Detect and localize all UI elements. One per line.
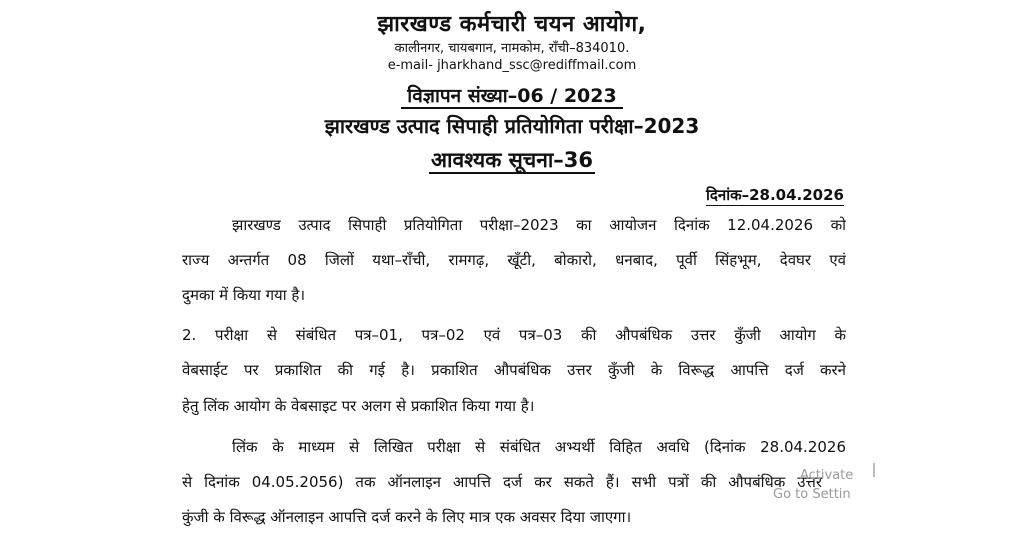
body-line-8: से दिनांक 04.05.2056) तक ऑनलाइन आपत्ति दर्ज कर सकते हैं। सभी पत्रों की औपबंधिक उत्तर [182,473,822,491]
organization-name: झारखण्ड कर्मचारी चयन आयोग, [377,12,647,37]
settings-watermark: Go to Settin [773,487,851,502]
notice-title [0,146,1024,174]
notice-title-text: आवश्यक सूचना–36 [430,148,594,172]
edge-mark [873,463,875,477]
exam-title: झारखण्ड उत्पाद सिपाही प्रतियोगिता परीक्षा–2023 [324,114,700,138]
organization-address: कालीनगर, चायबगान, नामकोम, राँची–834010. [394,41,630,56]
advertisement-number [0,82,1024,108]
body-line-9: कुंजी के विरूद्ध ऑनलाइन आपत्ति दर्ज करने के लिए मात्र एक अवसर दिया जाएगा। [182,508,632,526]
body-line-3: दुमका में किया गया है। [182,286,306,304]
body-line-4: 2. परीक्षा से संबंधित पत्र–01, पत्र–02 एवं पत्र–03 की औपबंधिक उत्तर कुँजी आयोग के [182,326,846,344]
activate-watermark: Activate [800,468,854,483]
body-line-1: झारखण्ड उत्पाद सिपाही प्रतियोगिता परीक्षा–2023 का आयोजन दिनांक 12.04.2026 को [232,216,846,234]
organization-email: e-mail- jharkhand_ssc@rediffmail.com [387,58,637,73]
body-line-2: राज्य अन्तर्गत 08 जिलों यथा–राँची, रामगढ़, खूँटी, बोकारो, धनबाद, पूर्वी सिंहभूम, देवघर एवं [182,251,846,269]
notice-date: दिनांक–28.04.2026 [706,186,844,204]
advertisement-number-text: विज्ञापन संख्या–06 / 2023 [401,85,622,109]
body-line-6: हेतु लिंक आयोग के वेबसाइट पर अलग से प्रकाशित किया गया है। [182,397,535,415]
body-line-7: लिंक के माध्यम से लिखित परीक्षा से संबंधित अभ्यर्थी विहित अवधि (दिनांक 28.04.2026 [232,438,846,456]
body-line-5: वेबसाईट पर प्रकाशित की गई है। प्रकाशित औपबंधिक उत्तर कुँजी के विरूद्ध आपत्ति दर्ज करने [182,361,846,379]
